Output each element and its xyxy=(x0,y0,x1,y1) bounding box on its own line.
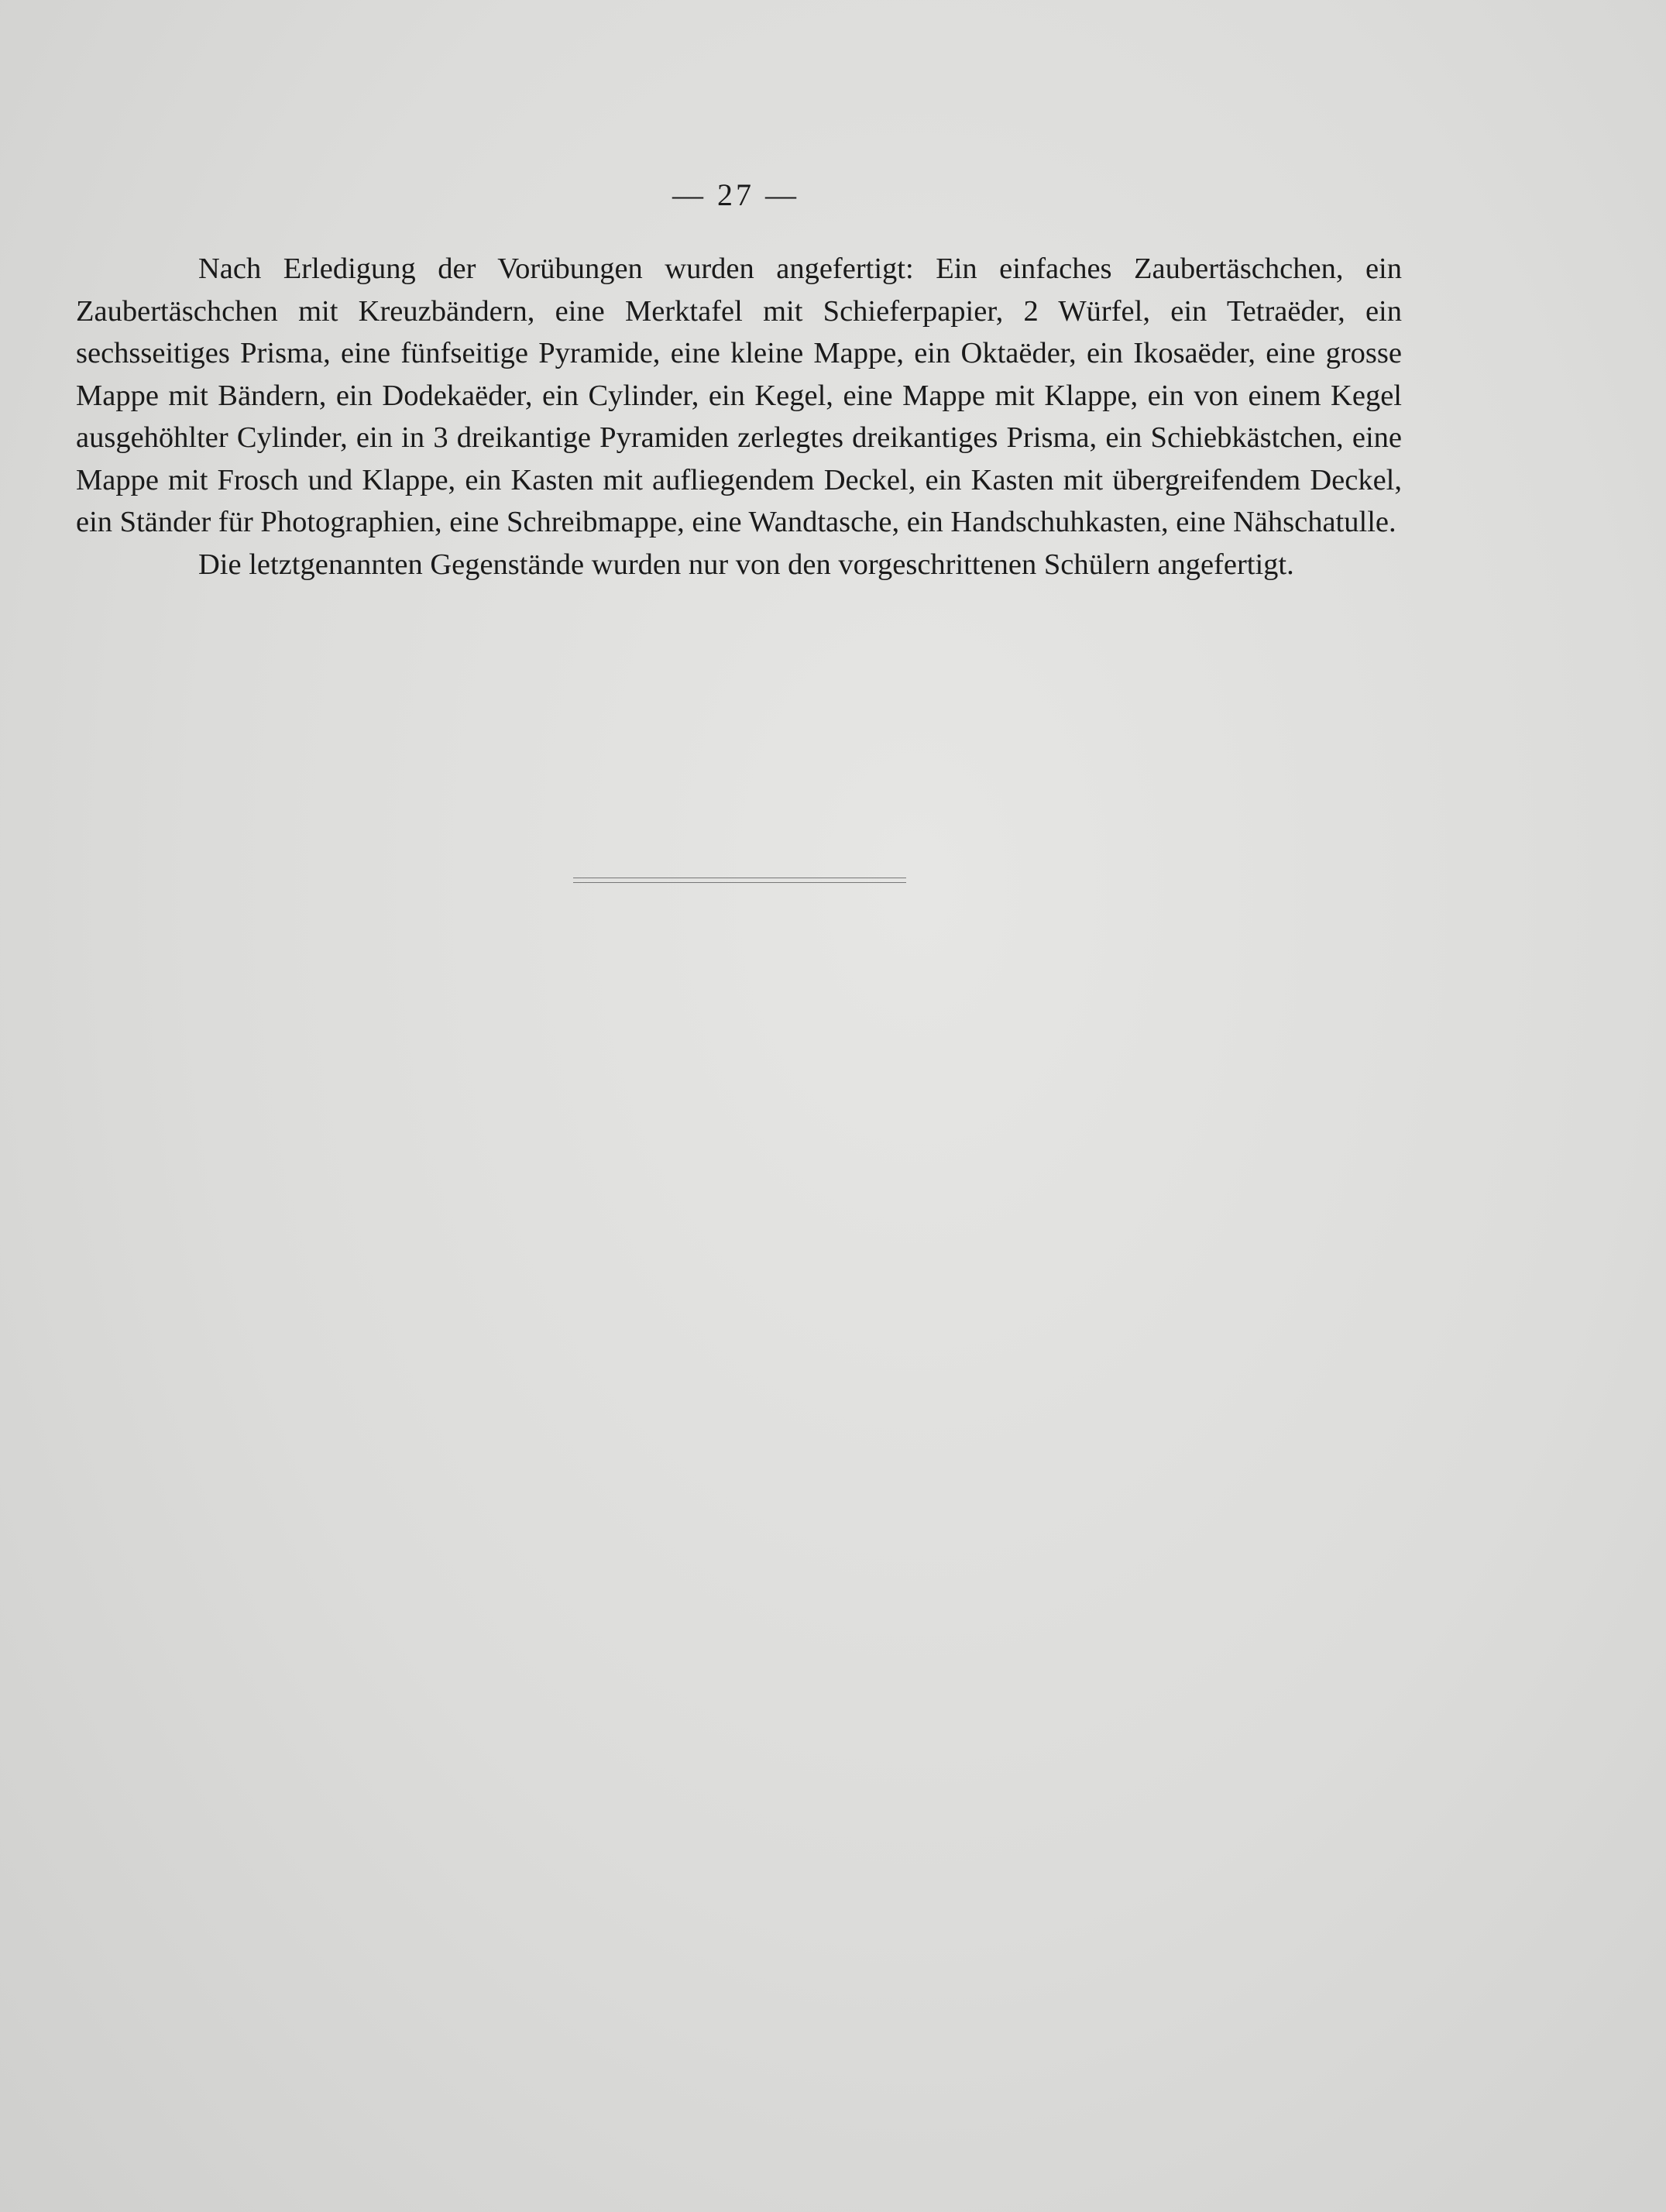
paragraph-2: Die letztgenannten Gegenstände wurden nur von den vorgeschrittenen Schülern angefertigt. xyxy=(198,548,1294,581)
paragraph-1: Nach Erledigung der Vorübungen wurden angefertigt: Ein einfaches Zaubertäschchen, ein Zaubertäschchen mit Kreuzbändern, eine Merktafel mit Schieferpapier, 2 Würfel, ein Tetraëder, ein sechsseitiges Prisma, eine fünfseitige Pyramide, eine kleine Mappe, ein Oktaëder, ein Ikosaëder, eine grosse Mappe mit Bändern, ein Dodekaëder, ein Cylinder, ein Kegel, eine Mappe mit Klappe, ein von einem Kegel ausgehöhlter Cylinder, ein in 3 dreikantige Pyramiden zerlegtes dreikantiges Prisma, ein Schiebkästchen, eine Mappe mit Frosch und Klappe, ein Kasten mit aufliegendem Deckel, ein Kasten mit übergreifendem Deckel, ein Ständer für Photographien, eine Schreibmappe, eine Wandtasche, ein Handschuhkasten, eine Nähschatulle. xyxy=(76,252,1402,538)
section-divider xyxy=(573,878,906,883)
page-number: — 27 — xyxy=(672,177,799,212)
body-text xyxy=(76,248,1402,586)
